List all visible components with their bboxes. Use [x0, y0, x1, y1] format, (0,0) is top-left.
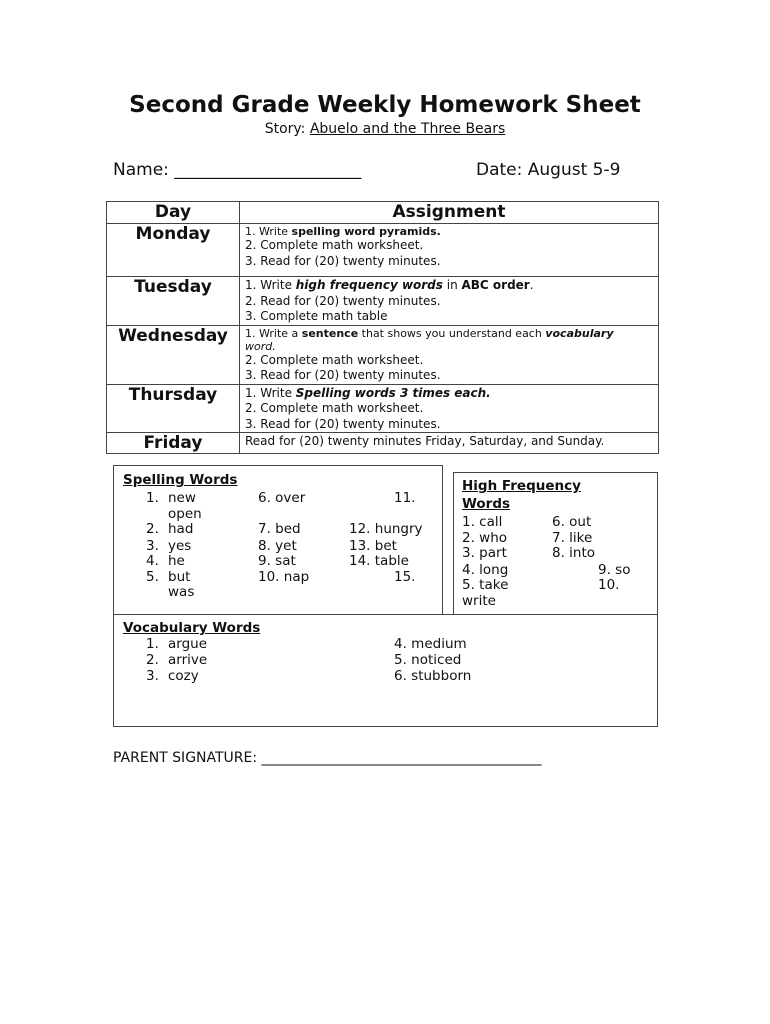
- hf-word: 4. long: [462, 562, 509, 578]
- hf-word: 6. out: [552, 514, 592, 530]
- header-assignment: Assignment: [240, 202, 659, 224]
- spelling-word: 15.: [394, 569, 416, 585]
- list-item-num: 2.: [146, 521, 159, 537]
- vocab-word: argue: [168, 636, 208, 652]
- day-cell: Monday: [107, 224, 240, 277]
- assignment-line: [245, 327, 653, 340]
- table-row: [107, 384, 659, 433]
- day-cell: Wednesday: [107, 325, 240, 384]
- text: that shows you understand each: [358, 326, 546, 340]
- day-cell: Tuesday: [107, 277, 240, 326]
- vocab-word: 5. noticed: [394, 652, 462, 668]
- text: 1. Write: [245, 385, 296, 400]
- hf-word: 7. like: [552, 530, 593, 546]
- spelling-word: 6. over: [258, 490, 306, 506]
- list-item-num: 3.: [146, 538, 159, 554]
- hf-word: 2. who: [462, 530, 508, 546]
- assignment-line: 3. Read for (20) twenty minutes.: [245, 416, 441, 431]
- spelling-word: 8. yet: [258, 538, 297, 554]
- assignment-line: 2. Read for (20) twenty minutes.: [245, 293, 441, 308]
- story-line: [0, 121, 770, 137]
- spelling-word: was: [168, 584, 195, 600]
- text: 1. Write: [245, 278, 296, 292]
- text-bold-italic: high frequency words: [295, 278, 443, 292]
- spelling-word: open: [168, 506, 202, 522]
- assignment-line: Read for (20) twenty minutes Friday, Saturday, and Sunday.: [245, 434, 605, 448]
- spelling-words-title: Spelling Words: [123, 472, 238, 488]
- text: in: [442, 278, 462, 292]
- table-row: [107, 224, 659, 277]
- spelling-word: he: [168, 553, 185, 569]
- spelling-word: 13. bet: [349, 538, 397, 554]
- text: 1. Write: [245, 225, 292, 238]
- vocab-word: arrive: [168, 652, 208, 668]
- assignment-line: 2. Complete math worksheet.: [245, 352, 424, 367]
- spelling-word: 7. bed: [258, 521, 301, 537]
- assignment-cell: [240, 384, 659, 433]
- text: 1. Write a: [245, 326, 302, 340]
- spelling-word: new: [168, 490, 196, 506]
- text-bold: ABC order: [461, 278, 530, 292]
- assignment-cell: [240, 433, 659, 454]
- hf-word: write: [462, 593, 496, 609]
- assignment-line: 2. Complete math worksheet.: [245, 238, 424, 252]
- name-field[interactable]: Name: ______________________: [113, 160, 362, 180]
- list-item-num: 1.: [146, 490, 159, 506]
- assignment-line: 3. Complete math table: [245, 309, 388, 323]
- high-frequency-title-2: Words: [462, 496, 511, 512]
- table-row: [107, 277, 659, 326]
- vocab-word: 4. medium: [394, 636, 467, 652]
- spelling-word: 9. sat: [258, 553, 296, 569]
- assignment-line: [245, 386, 653, 402]
- day-cell: Friday: [107, 433, 240, 454]
- story-label: Story:: [264, 121, 310, 137]
- text-bold: sentence: [301, 326, 359, 340]
- hf-word: 10.: [598, 577, 620, 593]
- list-item-num: 4.: [146, 553, 159, 569]
- day-cell: Thursday: [107, 384, 240, 433]
- spelling-word: 14. table: [349, 553, 409, 569]
- spelling-word: had: [168, 521, 194, 537]
- parent-signature-field[interactable]: PARENT SIGNATURE: ________________________________________: [113, 750, 542, 766]
- hf-word: 9. so: [598, 562, 631, 578]
- hf-word: 8. into: [552, 545, 596, 561]
- text-bold-italic: Spelling words 3 times each.: [295, 385, 491, 400]
- list-item-num: 2.: [146, 652, 159, 668]
- vocab-word: 6. stubborn: [394, 668, 472, 684]
- header-day: Day: [107, 202, 240, 224]
- assignment-line: 3. Read for (20) twenty minutes.: [245, 368, 441, 382]
- spelling-word: 12. hungry: [349, 521, 423, 537]
- spelling-word: yes: [168, 538, 192, 554]
- assignment-cell: [240, 224, 659, 277]
- assignment-line: [245, 278, 653, 294]
- assignment-line: 2. Complete math worksheet.: [245, 401, 424, 415]
- assignment-line: [245, 225, 653, 238]
- text-bold-italic: vocabulary: [545, 326, 614, 340]
- table-row: [107, 433, 659, 454]
- spelling-word: 10. nap: [258, 569, 310, 585]
- list-item-num: 1.: [146, 636, 159, 652]
- assignment-cell: [240, 325, 659, 384]
- vocabulary-title: Vocabulary Words: [123, 620, 261, 636]
- hf-word: 1. call: [462, 514, 503, 530]
- date-label: Date: August 5-9: [476, 160, 621, 180]
- text-bold: spelling word pyramids.: [291, 225, 441, 238]
- story-title: Abuelo and the Three Bears: [309, 121, 506, 137]
- list-item-num: 3.: [146, 668, 159, 684]
- homework-table: [106, 201, 659, 454]
- high-frequency-title: High Frequency: [462, 478, 581, 494]
- assignment-line: 3. Read for (20) twenty minutes.: [245, 253, 441, 268]
- assignment-line: [245, 340, 653, 353]
- list-item-num: 5.: [146, 569, 159, 585]
- text: .: [529, 278, 534, 292]
- table-header-row: [107, 202, 659, 224]
- assignment-cell: [240, 277, 659, 326]
- spelling-word: 11.: [394, 490, 416, 506]
- text-italic: word.: [245, 339, 276, 353]
- table-row: [107, 325, 659, 384]
- spelling-word: but: [168, 569, 191, 585]
- hf-word: 5. take: [462, 577, 509, 593]
- page-title: Second Grade Weekly Homework Sheet: [129, 92, 641, 118]
- hf-word: 3. part: [462, 545, 507, 561]
- vocab-word: cozy: [168, 668, 199, 684]
